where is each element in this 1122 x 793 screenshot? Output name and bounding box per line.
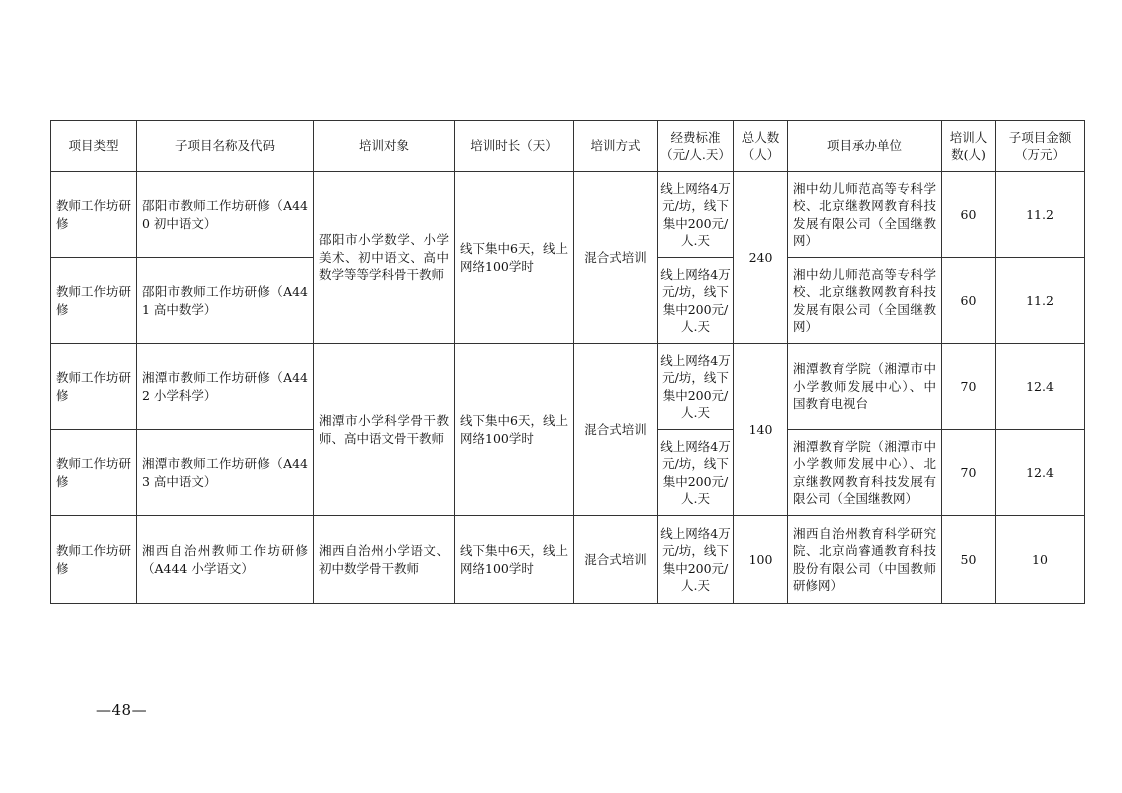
cell-subproject-name: 湘西自治州教师工作坊研修（A444 小学语文）: [137, 516, 314, 604]
cell-fee-standard: 线上网络4万元/坊，线下集中200元/人.天: [658, 172, 734, 258]
cell-trainee-count: 70: [942, 430, 996, 516]
header-subproject-name: 子项目名称及代码: [137, 121, 314, 172]
cell-duration: 线下集中6天，线上网络100学时: [455, 344, 574, 516]
table-row: [51, 172, 1085, 258]
cell-organizer: 湘西自治州教育科学研究院、北京尚睿通教育科技股份有限公司（中国教师研修网）: [788, 516, 942, 604]
cell-total-people: 240: [734, 172, 788, 344]
cell-amount: 11.2: [996, 258, 1085, 344]
cell-project-type: 教师工作坊研修: [51, 516, 137, 604]
cell-fee-standard: 线上网络4万元/坊，线下集中200元/人.天: [658, 516, 734, 604]
cell-trainee-count: 50: [942, 516, 996, 604]
cell-method: 混合式培训: [574, 516, 658, 604]
header-fee-standard: 经费标准（元/人.天）: [658, 121, 734, 172]
cell-method: 混合式培训: [574, 172, 658, 344]
header-duration: 培训时长（天）: [455, 121, 574, 172]
cell-trainee-count: 60: [942, 172, 996, 258]
cell-project-type: 教师工作坊研修: [51, 430, 137, 516]
page-number: —48—: [96, 701, 148, 719]
cell-fee-standard: 线上网络4万元/坊，线下集中200元/人.天: [658, 430, 734, 516]
cell-total-people: 100: [734, 516, 788, 604]
table-row: [51, 344, 1085, 430]
table-row: [51, 516, 1085, 604]
cell-project-type: 教师工作坊研修: [51, 344, 137, 430]
cell-subproject-name: 湘潭市教师工作坊研修（A443 高中语文）: [137, 430, 314, 516]
cell-duration: 线下集中6天，线上网络100学时: [455, 516, 574, 604]
cell-subproject-name: 邵阳市教师工作坊研修（A440 初中语文）: [137, 172, 314, 258]
cell-amount: 10: [996, 516, 1085, 604]
header-trainee-count: 培训人数(人): [942, 121, 996, 172]
cell-organizer: 湘潭教育学院（湘潭市中小学教师发展中心）、中国教育电视台: [788, 344, 942, 430]
header-training-target: 培训对象: [314, 121, 455, 172]
cell-project-type: 教师工作坊研修: [51, 172, 137, 258]
cell-amount: 11.2: [996, 172, 1085, 258]
header-organizer: 项目承办单位: [788, 121, 942, 172]
cell-trainee-count: 70: [942, 344, 996, 430]
cell-training-target: 湘潭市小学科学骨干教师、高中语文骨干教师: [314, 344, 455, 516]
cell-duration: 线下集中6天，线上网络100学时: [455, 172, 574, 344]
cell-amount: 12.4: [996, 344, 1085, 430]
cell-subproject-name: 邵阳市教师工作坊研修（A441 高中数学）: [137, 258, 314, 344]
cell-subproject-name: 湘潭市教师工作坊研修（A442 小学科学）: [137, 344, 314, 430]
cell-organizer: 湘中幼儿师范高等专科学校、北京继教网教育科技发展有限公司（全国继教网）: [788, 258, 942, 344]
cell-fee-standard: 线上网络4万元/坊，线下集中200元/人.天: [658, 258, 734, 344]
header-total-people: 总人数（人）: [734, 121, 788, 172]
cell-training-target: 湘西自治州小学语文、初中数学骨干教师: [314, 516, 455, 604]
cell-project-type: 教师工作坊研修: [51, 258, 137, 344]
cell-organizer: 湘潭教育学院（湘潭市中小学教师发展中心）、北京继教网教育科技发展有限公司（全国继教网）: [788, 430, 942, 516]
cell-amount: 12.4: [996, 430, 1085, 516]
cell-organizer: 湘中幼儿师范高等专科学校、北京继教网教育科技发展有限公司（全国继教网）: [788, 172, 942, 258]
cell-method: 混合式培训: [574, 344, 658, 516]
header-project-type: 项目类型: [51, 121, 137, 172]
funding-table: [50, 120, 1085, 604]
header-method: 培训方式: [574, 121, 658, 172]
cell-fee-standard: 线上网络4万元/坊，线下集中200元/人.天: [658, 344, 734, 430]
cell-training-target: 邵阳市小学数学、小学美术、初中语文、高中数学等等学科骨干教师: [314, 172, 455, 344]
cell-trainee-count: 60: [942, 258, 996, 344]
table-header-row: [51, 121, 1085, 172]
cell-total-people: 140: [734, 344, 788, 516]
header-amount: 子项目金额（万元）: [996, 121, 1085, 172]
